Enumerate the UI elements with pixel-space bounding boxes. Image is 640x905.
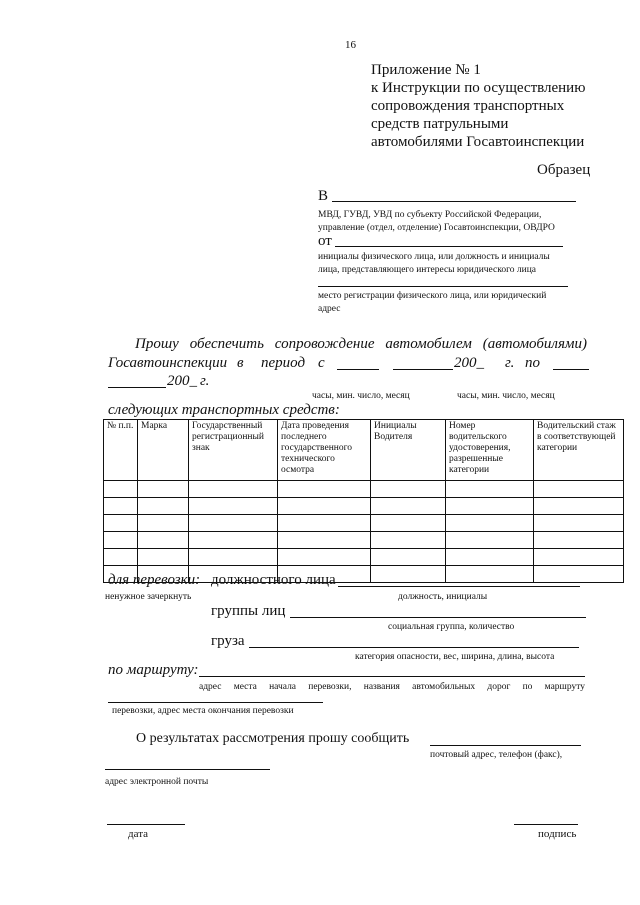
end-year: 200_ bbox=[167, 373, 197, 389]
time-caption: часы, мин. число, месяц bbox=[312, 391, 410, 401]
official-field-line[interactable] bbox=[338, 586, 580, 587]
table-cell[interactable] bbox=[104, 549, 138, 566]
from-prefix: от bbox=[318, 233, 332, 249]
table-cell[interactable] bbox=[371, 498, 446, 515]
table-cell[interactable] bbox=[189, 515, 278, 532]
transport-label: для перевозки: bbox=[108, 572, 201, 588]
request-word: в bbox=[237, 355, 244, 371]
column-header: Дата проведения последнего государственного технического осмотра bbox=[278, 420, 371, 481]
email-field-line[interactable] bbox=[105, 769, 270, 770]
appendix-line: автомобилями Госавтоинспекции bbox=[371, 134, 585, 150]
year-suffix: г. bbox=[505, 355, 515, 371]
table-cell[interactable] bbox=[104, 532, 138, 549]
table-cell[interactable] bbox=[534, 481, 624, 498]
table-cell[interactable] bbox=[189, 481, 278, 498]
route-label: по маршруту: bbox=[108, 662, 199, 678]
route-caption: адрес места начала перевозки, названия автомобильных дорог по маршруту bbox=[199, 682, 585, 692]
column-header: Марка bbox=[138, 420, 189, 481]
group-field-line[interactable] bbox=[290, 617, 586, 618]
request-word: Госавтоинспекции bbox=[108, 355, 228, 371]
from-field-line[interactable] bbox=[335, 246, 563, 247]
time-caption: часы, мин. число, месяц bbox=[457, 391, 555, 401]
table-cell[interactable] bbox=[446, 498, 534, 515]
table-cell[interactable] bbox=[446, 532, 534, 549]
appendix-line: к Инструкции по осуществлению bbox=[371, 80, 586, 96]
result-caption: почтовый адрес, телефон (факс), bbox=[430, 750, 563, 760]
transport-cargo: груза bbox=[211, 633, 245, 649]
result-text: О результатах рассмотрения прошу сообщить bbox=[136, 731, 410, 746]
table-cell[interactable] bbox=[446, 481, 534, 498]
cargo-caption: категория опасности, вес, ширина, длина, высота bbox=[355, 652, 555, 662]
table-cell[interactable] bbox=[104, 498, 138, 515]
column-header: Государственный регистрационный знак bbox=[189, 420, 278, 481]
table-cell[interactable] bbox=[138, 498, 189, 515]
table-cell[interactable] bbox=[189, 549, 278, 566]
appendix-line: средств патрульными bbox=[371, 116, 509, 132]
table-cell[interactable] bbox=[446, 566, 534, 583]
appendix-line: сопровождения транспортных bbox=[371, 98, 565, 114]
appendix-title: Приложение № 1 bbox=[371, 62, 481, 78]
signature-field-line[interactable] bbox=[514, 824, 578, 825]
table-row bbox=[104, 532, 624, 549]
table-cell[interactable] bbox=[534, 532, 624, 549]
route-field-line[interactable] bbox=[199, 676, 585, 677]
table-cell[interactable] bbox=[371, 566, 446, 583]
table-header-row bbox=[104, 420, 624, 481]
table-cell[interactable] bbox=[278, 481, 371, 498]
table-cell[interactable] bbox=[278, 549, 371, 566]
vehicles-label: следующих транспортных средств: bbox=[108, 402, 340, 418]
end-date-line[interactable] bbox=[108, 387, 166, 388]
vehicles-table bbox=[103, 419, 624, 583]
request-word: с bbox=[318, 355, 325, 371]
table-cell[interactable] bbox=[371, 515, 446, 532]
year-suffix: г. bbox=[200, 373, 210, 389]
official-caption: должность, инициалы bbox=[398, 592, 488, 602]
transport-official: должностного лица bbox=[211, 572, 336, 588]
table-cell[interactable] bbox=[138, 515, 189, 532]
signature-caption: подпись bbox=[538, 828, 577, 840]
table-cell[interactable] bbox=[278, 498, 371, 515]
table-cell[interactable] bbox=[446, 515, 534, 532]
table-row bbox=[104, 549, 624, 566]
table-row bbox=[104, 515, 624, 532]
transport-group: группы лиц bbox=[211, 603, 286, 619]
cargo-field-line[interactable] bbox=[249, 647, 579, 648]
sample-label: Образец bbox=[537, 162, 591, 178]
end-time-line[interactable] bbox=[553, 369, 589, 370]
table-cell[interactable] bbox=[534, 515, 624, 532]
table-cell[interactable] bbox=[534, 566, 624, 583]
date-field-line[interactable] bbox=[107, 824, 185, 825]
table-cell[interactable] bbox=[138, 532, 189, 549]
column-header: Водительский стаж в соответствующей категории bbox=[534, 420, 624, 481]
start-time-line[interactable] bbox=[337, 369, 379, 370]
table-cell[interactable] bbox=[534, 549, 624, 566]
table-cell[interactable] bbox=[371, 481, 446, 498]
address-caption: место регистрации физического лица, или юридический bbox=[318, 291, 547, 301]
table-cell[interactable] bbox=[138, 481, 189, 498]
table-cell[interactable] bbox=[278, 515, 371, 532]
request-word: по bbox=[525, 355, 540, 371]
group-caption: социальная группа, количество bbox=[388, 622, 515, 632]
result-field-line[interactable] bbox=[430, 745, 581, 746]
table-cell[interactable] bbox=[189, 532, 278, 549]
table-cell[interactable] bbox=[534, 498, 624, 515]
to-prefix: В bbox=[318, 188, 329, 204]
to-field-line[interactable] bbox=[332, 201, 576, 202]
route-field-line[interactable] bbox=[108, 702, 323, 703]
from-caption: лица, представляющего интересы юридического лица bbox=[318, 265, 537, 275]
result-caption: адрес электронной почты bbox=[105, 777, 209, 787]
table-cell[interactable] bbox=[189, 498, 278, 515]
address-caption: адрес bbox=[318, 304, 341, 314]
request-line-1: Прошу обеспечить сопровождение автомобилем (автомобилями) bbox=[135, 336, 587, 352]
request-word: период bbox=[261, 355, 306, 371]
table-row bbox=[104, 481, 624, 498]
table-cell[interactable] bbox=[446, 549, 534, 566]
start-date-line[interactable] bbox=[393, 369, 453, 370]
column-header: Номер водительского удостоверения, разрешенные категории bbox=[446, 420, 534, 481]
start-year: 200_ bbox=[454, 355, 484, 371]
route-caption: перевозки, адрес места окончания перевозки bbox=[112, 706, 294, 716]
table-cell[interactable] bbox=[371, 532, 446, 549]
cross-out-note: ненужное зачеркнуть bbox=[105, 592, 192, 602]
page-number: 16 bbox=[345, 39, 356, 51]
table-cell[interactable] bbox=[371, 549, 446, 566]
to-caption: МВД, ГУВД, УВД по субъекту Российской Федерации, bbox=[318, 210, 542, 220]
address-field-line[interactable] bbox=[318, 286, 568, 287]
table-cell[interactable] bbox=[104, 481, 138, 498]
table-cell[interactable] bbox=[104, 515, 138, 532]
from-caption: инициалы физического лица, или должность и инициалы bbox=[318, 252, 550, 262]
column-header: Инициалы Водителя bbox=[371, 420, 446, 481]
table-cell[interactable] bbox=[278, 532, 371, 549]
table-cell[interactable] bbox=[138, 549, 189, 566]
table-row bbox=[104, 498, 624, 515]
to-caption: управление (отдел, отделение) Госавтоинспекции, ОВДРО bbox=[318, 223, 555, 233]
date-caption: дата bbox=[128, 828, 149, 840]
column-header: № п.п. bbox=[104, 420, 138, 481]
